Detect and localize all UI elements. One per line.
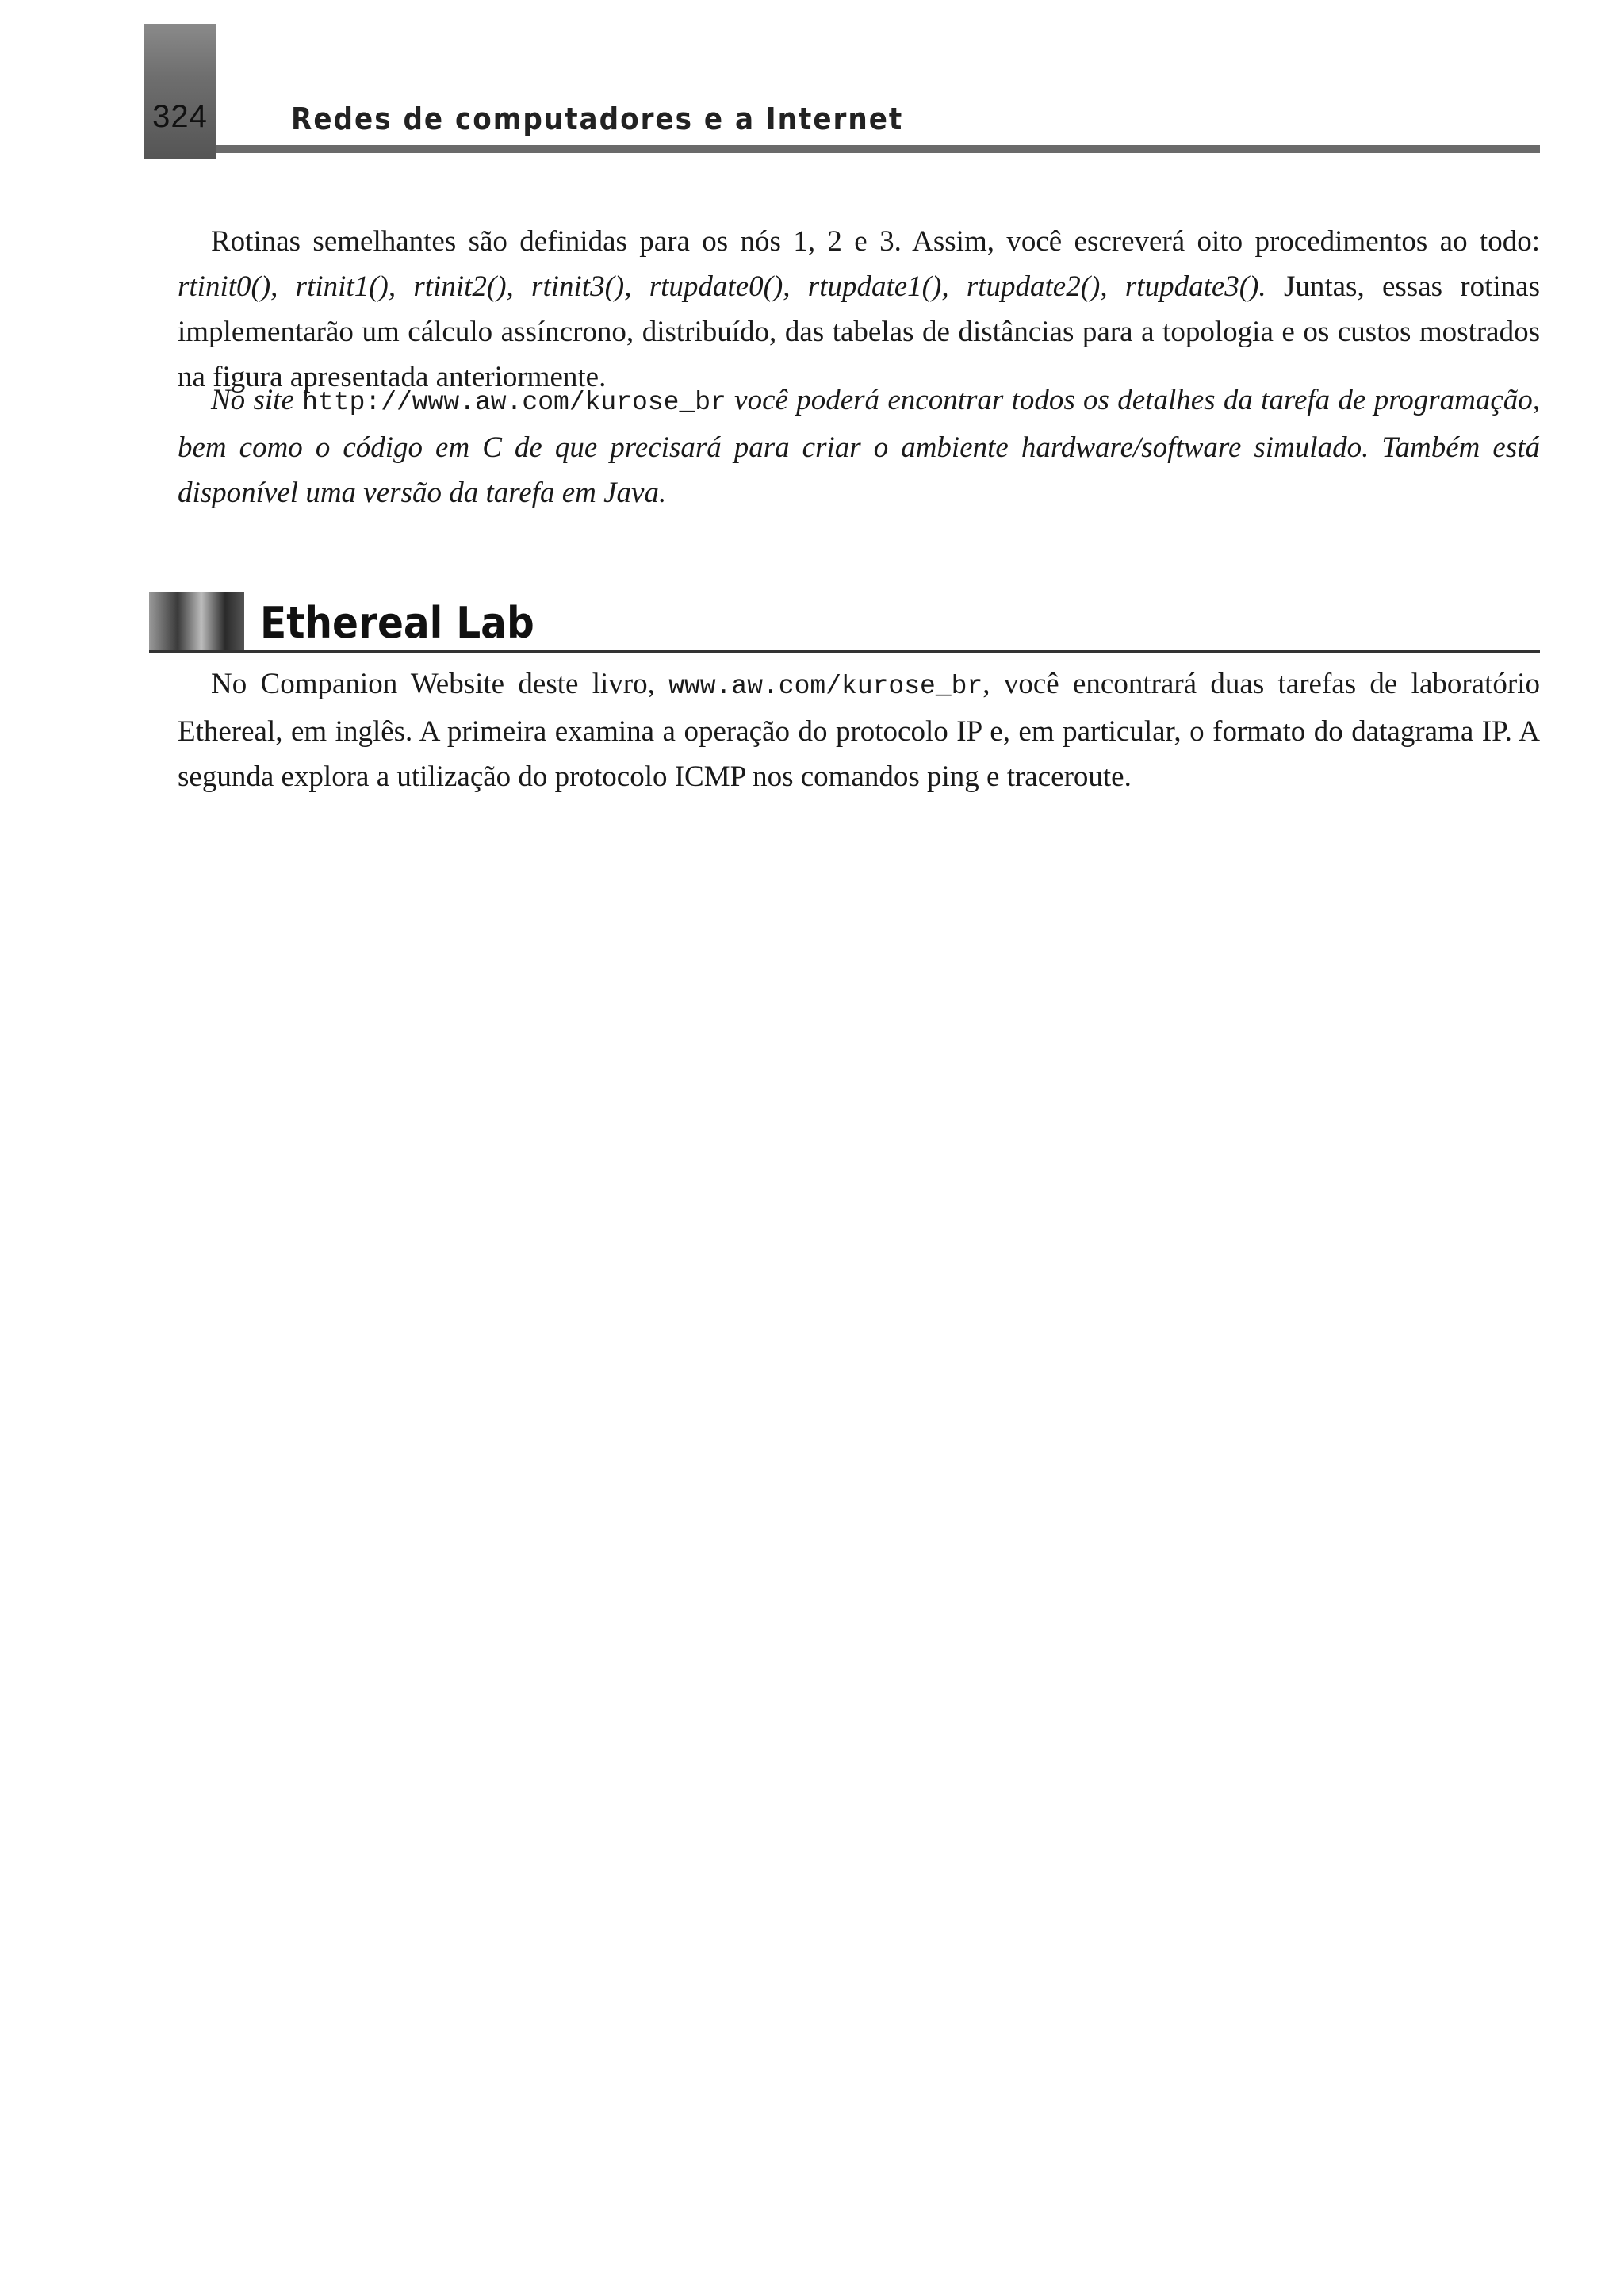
function-list: rtinit0(), rtinit1(), rtinit2(), rtinit3(), rtupdate0(), rtupdate1(), rtupdate2(), rtupdate3(). [178,270,1266,303]
section-heading [149,584,1540,655]
header-rule [216,145,1540,153]
site-url[interactable]: http://www.aw.com/kurose_br [302,388,726,417]
paragraph-text: , você encontrará duas tarefas de laboratório Ethereal, em inglês. A primeira examina a operação do protocolo IP e, em particular, o formato do datagrama IP. A segunda explora a utilização do protocolo ICMP nos comandos ping e traceroute. [178,668,1540,793]
section-rule [149,650,1540,653]
paragraph-ethereal [178,661,1540,799]
running-title: Redes de computadores e a Internet [291,102,904,136]
paragraph-text: No site [211,384,303,416]
companion-url[interactable]: www.aw.com/kurose_br [668,672,983,701]
section-title: Ethereal Lab [260,598,534,648]
paragraph-text: No Companion Website deste livro, [211,668,669,700]
paragraph-site [178,377,1540,515]
page-tab [144,24,216,159]
paragraph-text: você poderá encontrar todos os detalhes da tarefa de programação, bem como o código em C de que precisará para criar o ambiente hardware/software simulado. Também está disponível uma versão da tarefa em Java. [178,384,1541,509]
page-header [144,24,1540,159]
page-number: 324 [152,99,208,134]
photo-thumbnail-icon [149,592,244,650]
paragraph-text: Juntas, essas rotinas implementarão um cálculo assíncrono, distribuído, das tabelas de distâncias para a topologia e os custos mostrados na figura apresentada anteriormente. [178,270,1540,393]
paragraph-routines [178,219,1540,400]
paragraph-text: Rotinas semelhantes são definidas para os nós 1, 2 e 3. Assim, você escreverá oito procedimentos ao todo: [211,225,1540,258]
